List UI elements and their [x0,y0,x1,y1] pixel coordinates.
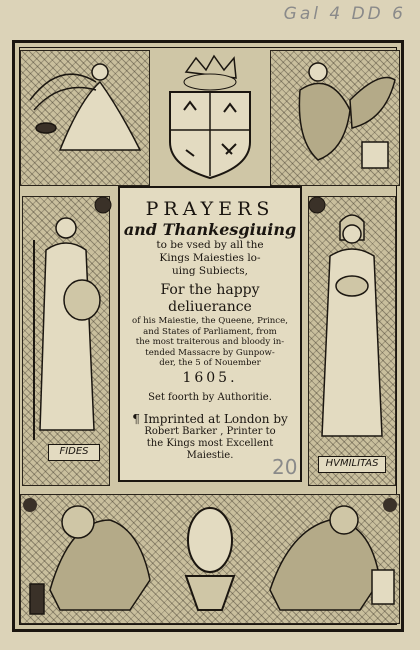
cartouche-icon [186,508,234,610]
royal-arms-icon [170,56,250,178]
page-number: 20 [272,455,298,479]
humilitas-label: HVMILITAS [318,456,386,473]
title-text-panel [118,186,302,482]
imprint-line: Maiestie. [186,449,234,461]
title-detail-line: der, the 5 of Nouember [159,358,261,368]
title-thanksgiving: and Thankesgiuing [123,220,297,239]
humilitas-figure-icon [322,215,382,436]
title-prayers: PRAYERS [145,198,275,220]
imprint-line: Robert Barker , Printer to [144,425,276,437]
winged-ox-icon [270,506,394,610]
title-line: uing Subiects, [171,265,249,277]
winged-lion-icon [30,506,150,614]
title-line: Kings Maiesties lo- [159,252,261,264]
title-authority: Set foorth by Authoritie. [148,391,272,403]
manuscript-annotation: Gal 4 DD 6 [283,4,406,24]
angel-icon [30,64,140,150]
fides-figure-icon [34,218,100,440]
title-detail-line: the most traiterous and bloody in- [135,337,285,347]
imprint-line: ¶ Imprinted at London by [132,411,288,426]
title-year: 1605. [182,369,238,386]
imprint-line: the Kings most Excellent [146,437,274,449]
title-happy-deliverance: For the happy deliuerance [160,282,260,315]
fides-label: FIDES [48,444,100,461]
title-detail-line: tended Massacre by Gunpow- [145,347,275,358]
eagle-icon [299,63,395,168]
title-detail-line: of his Maiestie, the Queene, Prince, [132,316,288,326]
title-line: to be vsed by all the [156,239,264,251]
title-detail-line: and States of Parliament, from [143,326,277,337]
